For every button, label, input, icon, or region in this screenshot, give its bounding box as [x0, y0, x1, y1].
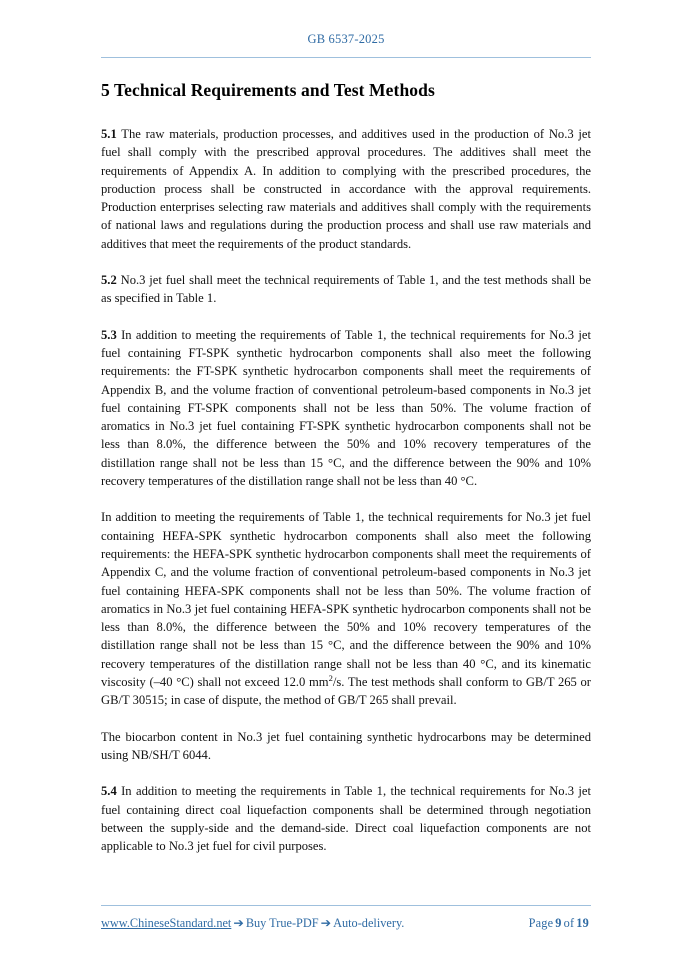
- superscript-exponent: 2: [328, 672, 333, 683]
- footer-divider: [101, 905, 591, 906]
- clause-text: In addition to meeting the requirements of Table 1, the technical requirements for No.3 jet fuel containing HEFA-SPK synthetic hydrocarbon components shall also meet the following requirements: the HEFA-SPK synthetic hydrocarbon components shall meet the requirements of Appendix C, and the volume fraction of conventional petroleum-based components in No.3 jet fuel containing HEFA-SPK components shall not be less than 50%. The volume fraction of aromatics in No.3 jet fuel containing HEFA-SPK synthetic hydrocarbon components shall not be less than 8.0%, the difference between the 50% and 10% recovery temperatures of the distillation range shall not be less than 15 °C, and the difference between the 90% and 10% recovery temperatures of the distillation range shall not be less than 40 °C, and its kinematic viscosity (–40 °C) shall not exceed 12.0 mm: [101, 510, 591, 690]
- footer-promo: [101, 914, 404, 932]
- clause-number: 5.3: [101, 327, 117, 342]
- page-label: Page: [528, 916, 554, 930]
- paragraph-hefa-spk: [101, 508, 591, 709]
- document-body: [101, 79, 591, 855]
- clause-text: In addition to meeting the requirements of Table 1, the technical requirements for No.3 jet fuel containing FT-SPK synthetic hydrocarbon components shall also meet the following requirements: the FT-SPK synthetic hydrocarbon components shall meet the requirements of Appendix B, and the volume fraction of conventional petroleum-based components in No.3 jet fuel containing FT-SPK components shall not be less than 50%. The volume fraction of aromatics in No.3 jet fuel containing FT-SPK synthetic hydrocarbon components shall not be less than 8.0%, the difference between the 50% and 10% recovery temperatures of the distillation range shall not be less than 15 °C, and the difference between the 90% and 10% recovery temperatures of the distillation range shall not be less than 40 °C.: [101, 327, 591, 489]
- total-page-count: 19: [576, 916, 589, 930]
- section-heading: 5 Technical Requirements and Test Methods: [101, 80, 435, 100]
- promo-label: Buy True-PDF: [245, 916, 319, 930]
- delivery-label: Auto-delivery.: [333, 916, 405, 930]
- clause-number: 5.1: [101, 127, 117, 141]
- standard-code: GB 6537-2025: [307, 32, 385, 46]
- arrow-right-icon: ➔: [320, 915, 332, 930]
- arrow-right-icon: ➔: [233, 915, 244, 930]
- header-divider: [101, 57, 591, 58]
- paragraph-5-4: [101, 782, 591, 855]
- clause-number: 5.2: [101, 273, 117, 288]
- page-header: [101, 30, 591, 48]
- paragraph-biocarbon: [101, 728, 591, 765]
- current-page-number: 9: [555, 916, 562, 930]
- page-indicator: [529, 915, 591, 932]
- clause-text: No.3 jet fuel shall meet the technical requirements of Table 1, and the test methods shall be as specified in Table 1.: [101, 273, 591, 306]
- clause-number: 5.4: [101, 784, 117, 799]
- paragraph-5-1: [101, 125, 591, 253]
- of-label: of: [563, 916, 575, 930]
- clause-text: The biocarbon content in No.3 jet fuel containing synthetic hydrocarbons may be determined using NB/SH/T 6044.: [101, 729, 591, 762]
- paragraph-5-2: [101, 271, 591, 308]
- paragraph-5-3: [101, 326, 591, 491]
- clause-text-continued: /s. The test methods shall conform to GB/T 265 or GB/T 30515; in case of dispute, the method of GB/T 265 shall prevail.: [101, 675, 591, 708]
- page-footer: [101, 914, 591, 932]
- clause-text: The raw materials, production processes, and additives used in the production of No.3 jet fuel shall comply with the prescribed approval procedures. The additives shall meet the requirements of Appendix A. In addition to complying with the prescribed procedures, the production process shall be constructed in accordance with the approval requirements. Production enterprises selecting raw materials and additives shall comply with the requirements of national laws and regulations during the production process and shall use raw materials and additives that meet the requirements of the product standards.: [101, 127, 591, 251]
- clause-text: In addition to meeting the requirements in Table 1, the technical requirements for No.3 jet fuel containing direct coal liquefaction components shall be determined through negotiation between the supply-side and the demand-side. Direct coal liquefaction components are not applicable to No.3 jet fuel for civil purposes.: [101, 784, 591, 854]
- website-link[interactable]: www.ChineseStandard.net: [101, 916, 232, 930]
